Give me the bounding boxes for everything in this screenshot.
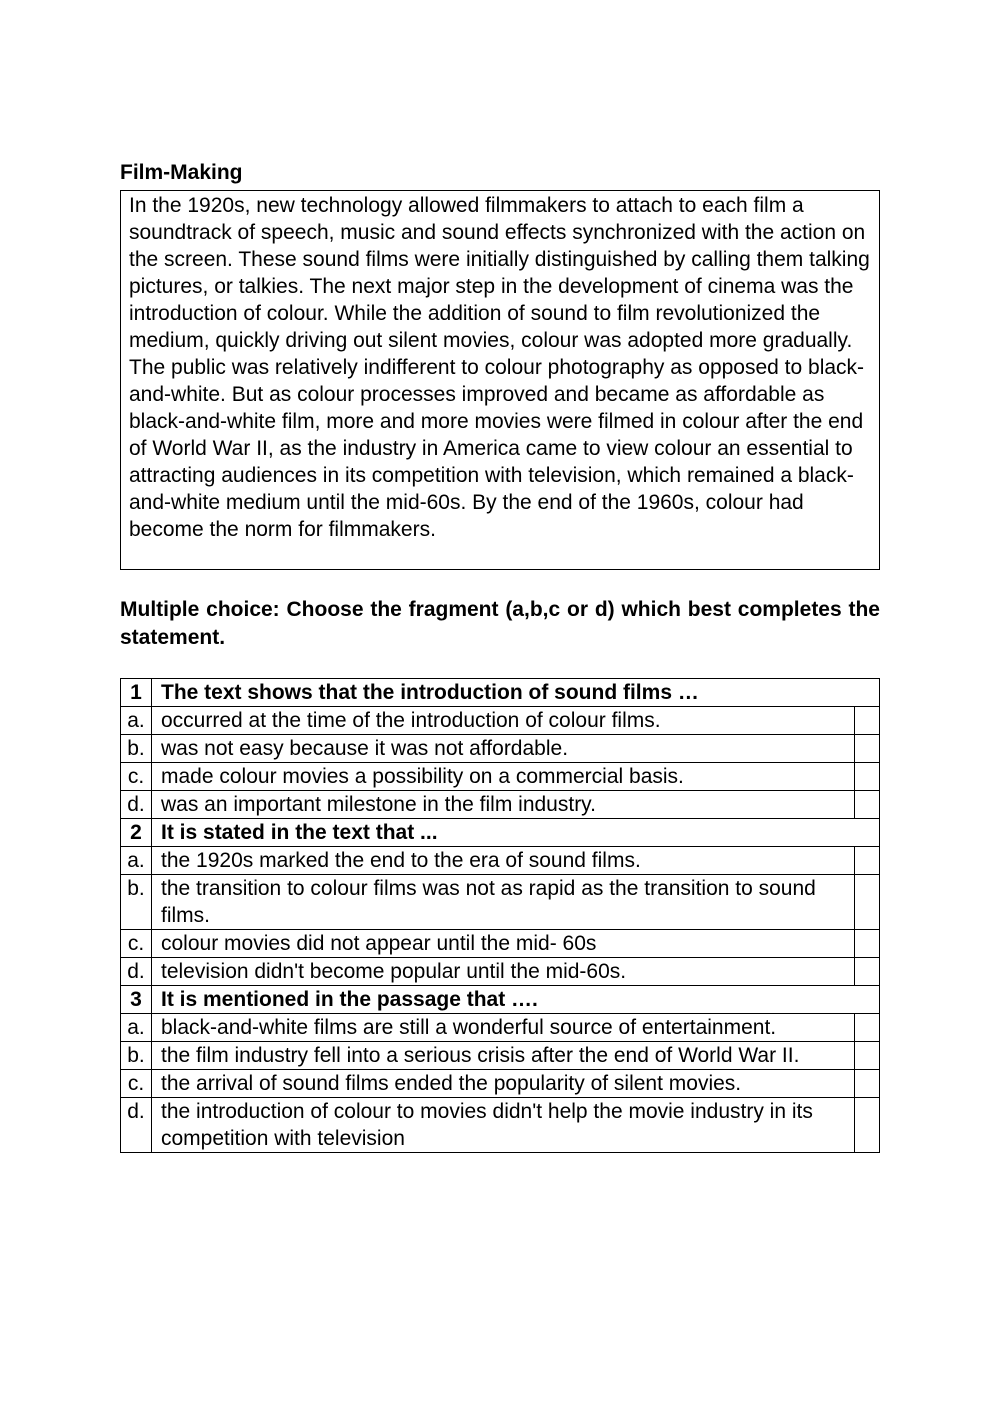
- answer-box[interactable]: [855, 763, 880, 791]
- answer-box[interactable]: [855, 847, 880, 875]
- option-text: the 1920s marked the end to the era of sound films.: [152, 847, 855, 875]
- answer-box[interactable]: [855, 1070, 880, 1098]
- option-letter: c.: [121, 930, 152, 958]
- option-text: occurred at the time of the introduction of colour films.: [152, 707, 855, 735]
- question-row: [121, 679, 880, 707]
- worksheet: [120, 158, 880, 1153]
- question-number: 1: [121, 679, 152, 707]
- option-row: [121, 763, 880, 791]
- option-letter: b.: [121, 1042, 152, 1070]
- answer-box[interactable]: [855, 707, 880, 735]
- option-text: was an important milestone in the film industry.: [152, 791, 855, 819]
- answer-box[interactable]: [855, 930, 880, 958]
- answer-box[interactable]: [855, 875, 880, 930]
- option-text: was not easy because it was not affordable.: [152, 735, 855, 763]
- question-stem: It is mentioned in the passage that ….: [152, 986, 880, 1014]
- option-letter: b.: [121, 875, 152, 930]
- page-title: Film-Making: [120, 161, 243, 184]
- option-text: the arrival of sound films ended the popularity of silent movies.: [152, 1070, 855, 1098]
- option-letter: b.: [121, 735, 152, 763]
- option-row: [121, 847, 880, 875]
- option-text: black-and-white films are still a wonderful source of entertainment.: [152, 1014, 855, 1042]
- option-row: [121, 1070, 880, 1098]
- option-letter: d.: [121, 791, 152, 819]
- multiple-choice-table: [120, 678, 880, 1153]
- question-row: [121, 986, 880, 1014]
- option-row: [121, 791, 880, 819]
- option-row: [121, 958, 880, 986]
- option-letter: c.: [121, 1070, 152, 1098]
- option-row: [121, 735, 880, 763]
- option-letter: d.: [121, 958, 152, 986]
- question-row: [121, 819, 880, 847]
- option-row: [121, 930, 880, 958]
- option-text: the transition to colour films was not as rapid as the transition to sound films.: [152, 875, 855, 930]
- option-row: [121, 875, 880, 930]
- option-letter: a.: [121, 1014, 152, 1042]
- option-row: [121, 1042, 880, 1070]
- option-text: the introduction of colour to movies didn't help the movie industry in its competition with television: [152, 1098, 855, 1153]
- option-letter: c.: [121, 763, 152, 791]
- question-number: 2: [121, 819, 152, 847]
- question-number: 3: [121, 986, 152, 1014]
- option-text: colour movies did not appear until the mid- 60s: [152, 930, 855, 958]
- instructions: Multiple choice: Choose the fragment (a,b,c or d) which best completes the statement.: [120, 598, 880, 649]
- answer-box[interactable]: [855, 1098, 880, 1153]
- reading-passage: In the 1920s, new technology allowed filmmakers to attach to each film a soundtrack of speech, music and sound effects synchronized with the action on the screen. These sound films were initially distinguished by calling them talking pictures, or talkies. The next major step in the development of cinema was the introduction of colour. While the addition of sound to film revolutionized the medium, quickly driving out silent movies, colour was adopted more gradually. The public was relatively indifferent to colour photography as opposed to black-and-white. But as colour processes improved and became as affordable as black-and-white film, more and more movies were filmed in colour after the end of World War II, as the industry in America came to view colour an essential to attracting audiences in its competition with television, which remained a black-and-white medium until the mid-60s. By the end of the 1960s, colour had become the norm for filmmakers.: [120, 190, 880, 570]
- answer-box[interactable]: [855, 958, 880, 986]
- option-letter: a.: [121, 847, 152, 875]
- answer-box[interactable]: [855, 735, 880, 763]
- option-letter: d.: [121, 1098, 152, 1153]
- question-stem: It is stated in the text that ...: [152, 819, 880, 847]
- option-row: [121, 1098, 880, 1153]
- option-text: television didn't become popular until the mid-60s.: [152, 958, 855, 986]
- option-text: the film industry fell into a serious crisis after the end of World War II.: [152, 1042, 855, 1070]
- answer-box[interactable]: [855, 791, 880, 819]
- option-row: [121, 707, 880, 735]
- option-text: made colour movies a possibility on a commercial basis.: [152, 763, 855, 791]
- option-row: [121, 1014, 880, 1042]
- question-stem: The text shows that the introduction of sound films …: [152, 679, 880, 707]
- answer-box[interactable]: [855, 1014, 880, 1042]
- answer-box[interactable]: [855, 1042, 880, 1070]
- option-letter: a.: [121, 707, 152, 735]
